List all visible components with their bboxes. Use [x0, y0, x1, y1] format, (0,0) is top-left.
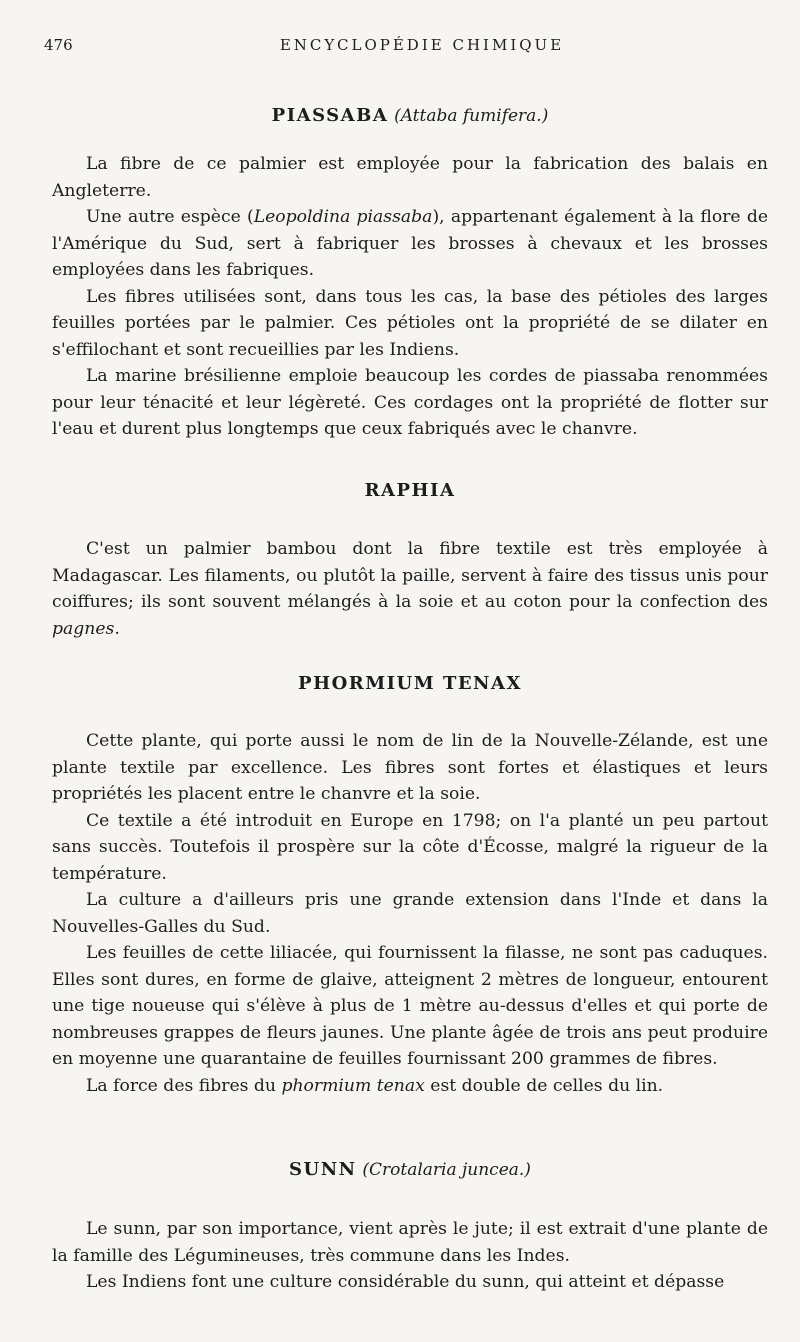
paragraph: Les feuilles de cette liliacée, qui fournissent la filasse, ne sont pas caduques. Elles sont dures, en forme de glaive, atteignent 2 mètres de longueur, entourent une tige noueuse qui s'élève à plus de 1 mètre au-dessus d'elles et qui porte de nombreuses grappes de fleurs jaunes. Une plante âgée de trois ans peut produire en moyenne une quarantaine de feuilles fournissant 200 grammes de fibres.	[52, 943, 768, 1069]
paragraph: La culture a d'ailleurs pris une grande extension dans l'Inde et dans la Nouvelles-Galles du Sud.	[52, 890, 768, 937]
section-heading-phormium	[52, 672, 768, 696]
paragraph: Les fibres utilisées sont, dans tous les cas, la base des pétioles des larges feuilles portées par le palmier. Ces pétioles ont la propriété de se dilater en s'effilochant et sont recueillies par les Indiens.	[52, 286, 768, 360]
heading-title: PIASSABA	[271, 105, 389, 126]
page-number: 476	[44, 36, 73, 54]
section-body-raphia	[52, 536, 768, 642]
paragraph: Cette plante, qui porte aussi le nom de lin de la Nouvelle-Zélande, est une plante textile par excellence. Les fibres sont fortes et élastiques et leurs propriétés les placent entre le chanvre et la soie.	[52, 731, 768, 804]
paragraph: Une autre espèce (Leopoldina piassaba), appartenant également à la flore de l'Amérique du Sud, sert à fabriquer les brosses à chevaux et les brosses employées dans les fabriques.	[52, 207, 768, 280]
heading-title: RAPHIA	[364, 480, 456, 501]
heading-latin-name: (Crotalaria juncea.)	[362, 1160, 531, 1180]
heading-title: SUNN	[289, 1159, 357, 1180]
italic-term: pagnes	[52, 618, 115, 639]
paragraph: Les Indiens font une culture considérable du sunn, qui atteint et dépasse	[86, 1272, 725, 1292]
paragraph: Ce textile a été introduit en Europe en 1798; on l'a planté un peu partout sans succès. Toutefois il prospère sur la côte d'Écosse, malgré la rigueur de la température.	[52, 810, 768, 884]
section-body-phormium	[52, 728, 768, 1099]
heading-title: PHORMIUM TENAX	[298, 673, 522, 694]
paragraph: La force des fibres du phormium tenax est double de celles du lin.	[86, 1075, 664, 1096]
latin-name: phormium tenax	[281, 1075, 425, 1096]
heading-latin-name: (Attaba fumifera.)	[394, 106, 549, 126]
paragraph: C'est un palmier bambou dont la fibre textile est très employée à Madagascar. Les filaments, ou plutôt la paille, servent à faire des tissus unis pour coiffures; ils sont souvent mélangés à la soie et au coton pour la confection des pagnes.	[52, 539, 768, 639]
section-heading-sunn	[52, 1158, 768, 1182]
running-title: ENCYCLOPÉDIE CHIMIQUE	[279, 36, 565, 54]
running-head	[44, 36, 760, 60]
latin-name: Leopoldina piassaba	[253, 207, 433, 227]
section-body-sunn	[52, 1216, 768, 1296]
paragraph: Le sunn, par son importance, vient après le jute; il est extrait d'une plante de la famille des Légumineuses, très commune dans les Indes.	[52, 1219, 768, 1266]
paragraph: La fibre de ce palmier est employée pour la fabrication des balais en Angleterre.	[52, 154, 768, 201]
paragraph: La marine brésilienne emploie beaucoup les cordes de piassaba renommées pour leur ténacité et leur légèreté. Ces cordages ont la propriété de flotter sur l'eau et durent plus longtemps que ceux fabriqués avec le chanvre.	[52, 366, 768, 439]
section-heading-piassaba	[52, 104, 768, 128]
section-body-piassaba	[52, 151, 768, 443]
section-heading-raphia	[52, 479, 768, 503]
